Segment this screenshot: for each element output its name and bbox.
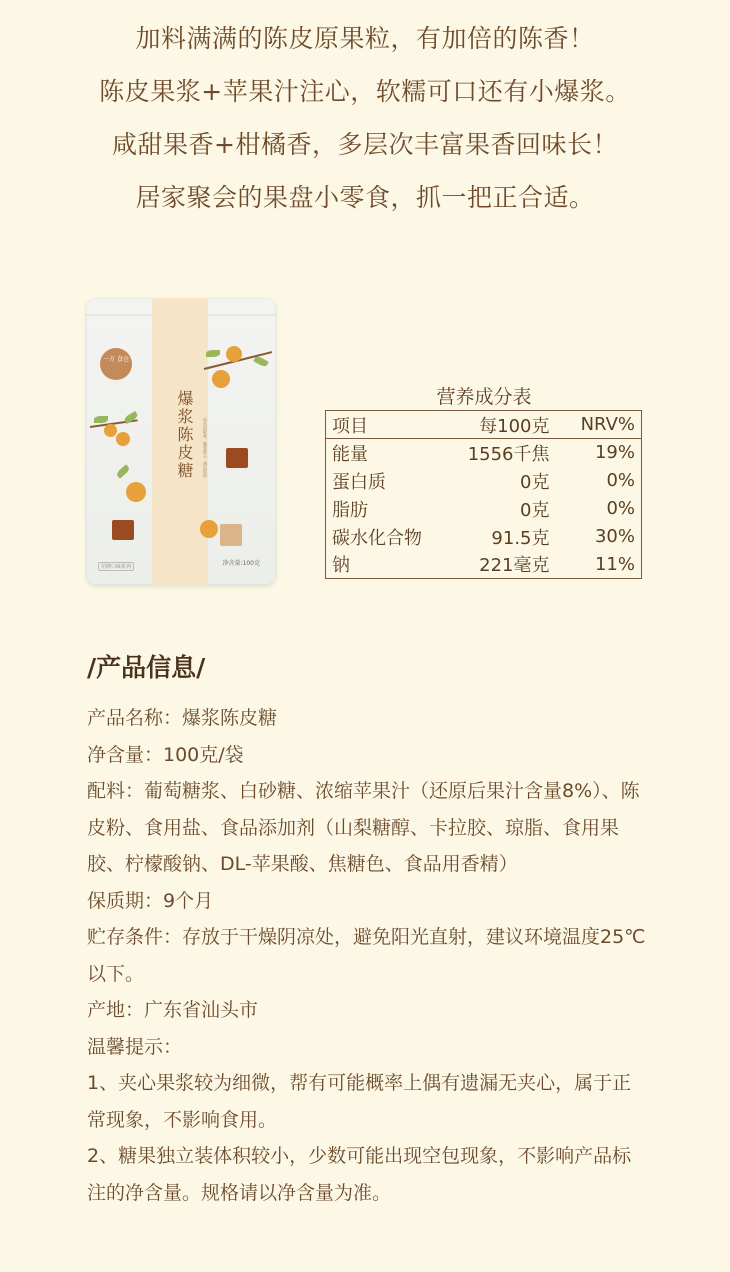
intro-text <box>0 12 730 224</box>
leaf-decoration <box>206 350 220 357</box>
info-storage: 贮存条件：存放于干燥阴凉处，避免阳光直射，建议环境温度25℃以下。 <box>87 926 646 985</box>
orange-decoration <box>126 482 146 502</box>
nutrient-value: 91.5克 <box>491 527 550 549</box>
nutrient-value: 0克 <box>520 471 550 493</box>
candy-cube-decoration <box>226 448 248 468</box>
nutrition-header-per100: 每100克 <box>446 411 556 439</box>
candy-cube-decoration <box>220 524 242 546</box>
nutrient-nrv: 19% <box>594 442 635 464</box>
info-tip-1: 1、夹心果浆较为细微，帮有可能概率上偶有遗漏无夹心，属于正常现象，不影响食用。 <box>87 1072 632 1131</box>
orange-decoration <box>226 346 242 362</box>
nutrient-nrv: 0% <box>606 498 635 519</box>
nutrition-header-item: 项目 <box>326 411 446 439</box>
package-net-weight: 净含量:100克 <box>222 560 260 567</box>
product-package-image <box>86 298 276 585</box>
nutrition-header-row <box>326 411 642 439</box>
nutrient-name: 碳水化合物 <box>332 527 422 549</box>
nutrient-nrv: 30% <box>594 526 635 547</box>
leaf-decoration <box>115 464 130 478</box>
leaf-decoration <box>94 416 108 423</box>
info-tip-2: 2、糖果独立装体积较小，少数可能出现空包现象，不影响产品标注的净含量。规格请以净含量为准。 <box>87 1145 632 1204</box>
nutrient-name: 钠 <box>332 555 350 577</box>
package-series-tag: 招牌口味系列 <box>98 562 134 571</box>
info-shelf-life: 保质期：9个月 <box>87 889 214 912</box>
nutrient-nrv: 0% <box>606 470 635 491</box>
nutrient-name: 能量 <box>332 443 368 465</box>
nutrition-title: 营养成分表 <box>436 386 532 408</box>
brand-logo: 一方 食仓 <box>100 348 132 380</box>
nutrient-name: 蛋白质 <box>332 471 386 493</box>
orange-decoration <box>200 520 218 538</box>
product-info-list <box>87 700 647 1211</box>
info-ingredients: 配料：葡萄糖浆、白砂糖、浓缩苹果汁（还原后果汁含量8%）、陈皮粉、食用盐、食品添加剂（山梨糖醇、卡拉胶、琼脂、食用果胶、柠檬酸钠、DL-苹果酸、焦糖色、食品用香精） <box>87 780 640 875</box>
orange-decoration <box>104 424 117 437</box>
table-row <box>326 551 642 579</box>
nutrient-value: 221毫克 <box>479 555 550 577</box>
candy-cube-decoration <box>112 520 134 540</box>
nutrient-name: 脂肪 <box>332 499 368 521</box>
product-info-title: /产品信息/ <box>87 653 206 682</box>
info-origin: 产地：广东省汕头市 <box>87 999 259 1021</box>
intro-line: 咸甜果香+柑橘香，多层次丰富果香回味长！ <box>112 130 618 159</box>
nutrient-nrv: 11% <box>594 553 635 575</box>
leaf-decoration <box>253 355 269 368</box>
nutrition-table <box>325 410 642 579</box>
nutrition-header-nrv: NRV% <box>556 411 642 439</box>
intro-line: 居家聚会的果盘小零食，抓一把正合适。 <box>135 183 595 212</box>
nutrient-value: 1556千焦 <box>467 443 550 465</box>
table-row <box>326 467 642 495</box>
intro-line: 加料满满的陈皮原果粒，有加倍的陈香！ <box>135 24 595 53</box>
table-row <box>326 495 642 523</box>
intro-line: 陈皮果浆+苹果汁注心，软糯可口还有小爆浆。 <box>99 77 631 106</box>
package-tagline: 果木的鲜香 · 爆浆陈心 · 满足饭前 <box>203 418 208 478</box>
info-tips-heading: 温馨提示： <box>87 1035 183 1058</box>
table-row <box>326 439 642 467</box>
orange-decoration <box>116 432 130 446</box>
package-product-name: 爆浆陈皮糖 <box>175 390 194 480</box>
orange-decoration <box>212 370 230 388</box>
info-net-weight: 净含量：100克/袋 <box>87 743 244 766</box>
info-product-name: 产品名称：爆浆陈皮糖 <box>87 707 278 729</box>
table-row <box>326 523 642 551</box>
nutrient-value: 0克 <box>520 499 550 521</box>
